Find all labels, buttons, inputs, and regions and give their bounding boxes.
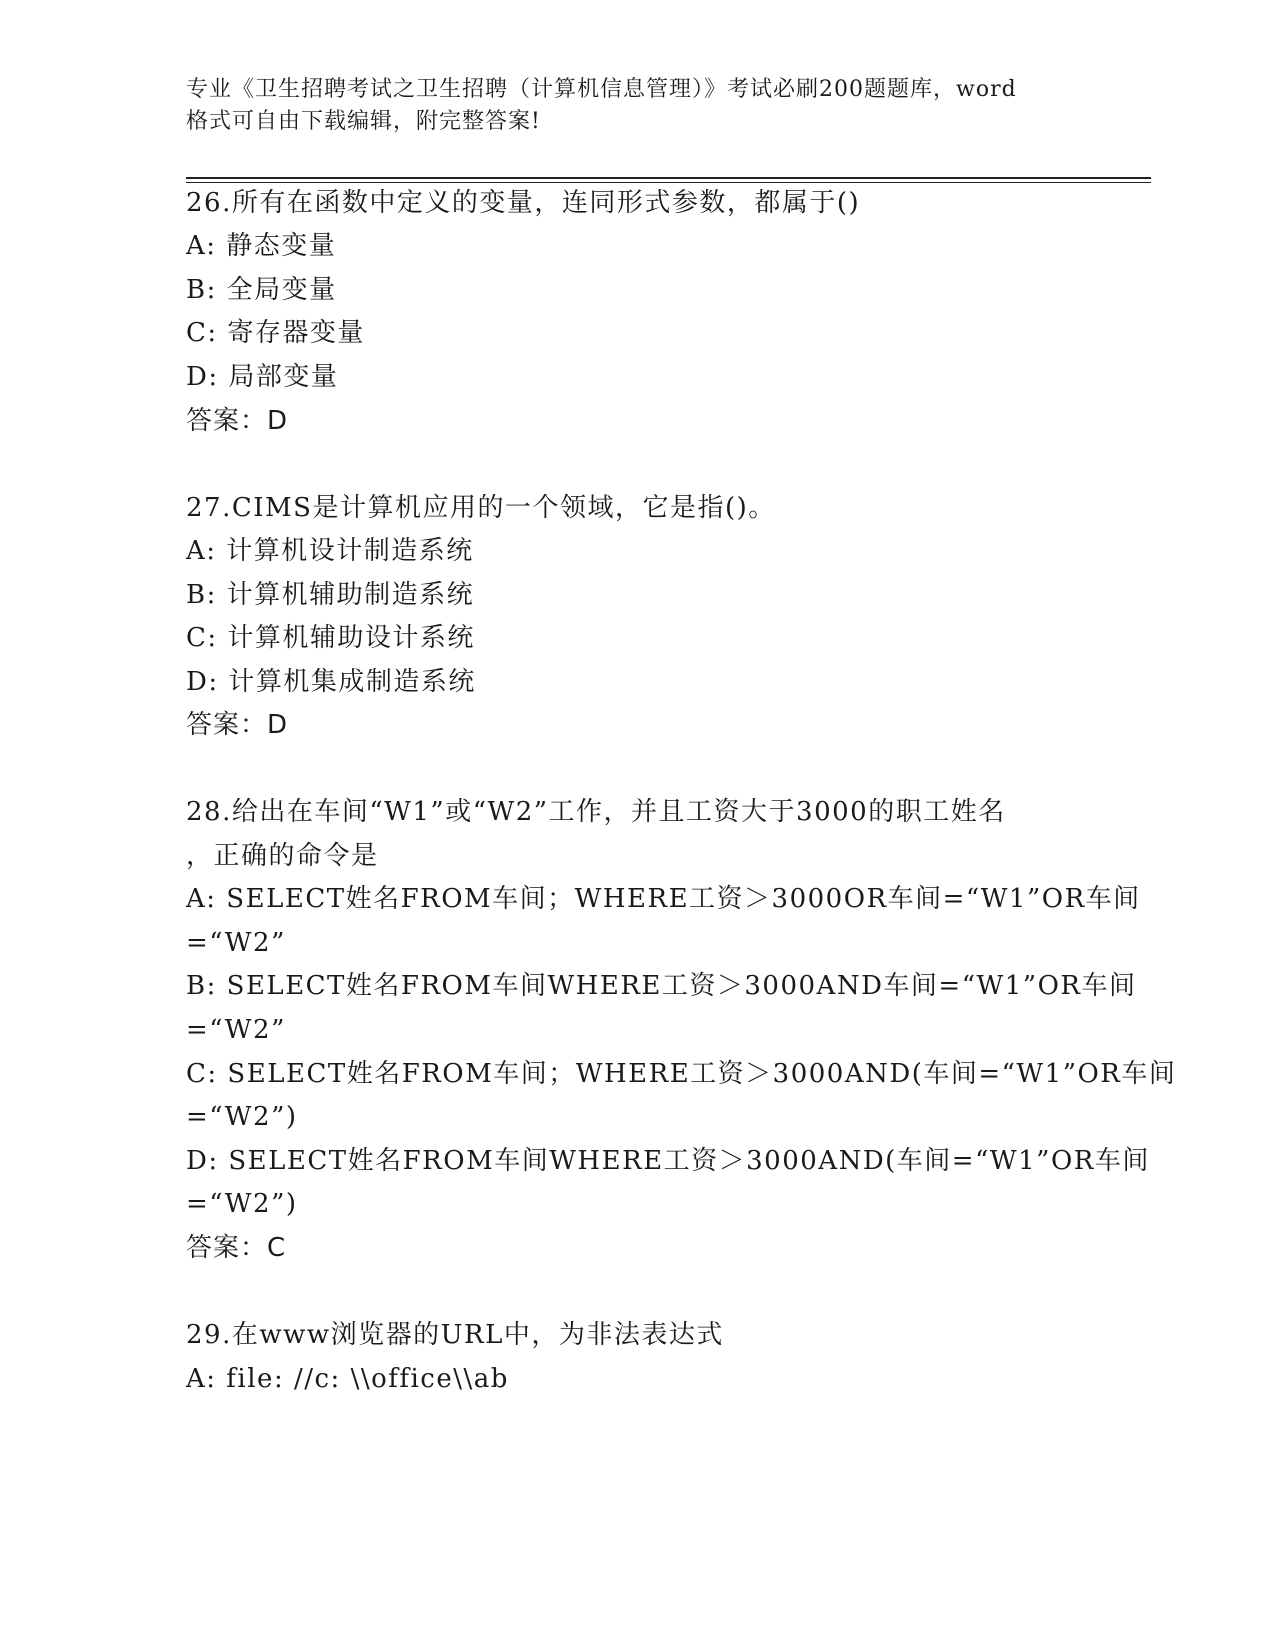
- question-28-option-b: B: SELECT姓名FROM车间WHERE工资＞3000AND车间=“W1”OR车间: [186, 971, 1137, 1001]
- header-divider-thick: [186, 177, 1151, 179]
- document-header: [186, 74, 1086, 138]
- question-28-text: 28.给出在车间“W1”或“W2”工作，并且工资大于3000的职工姓名: [186, 797, 1006, 827]
- question-26-option-d: D: 局部变量: [186, 362, 339, 392]
- header-line-1: 专业《卫生招聘考试之卫生招聘（计算机信息管理）》考试必刷200题题库，word: [186, 77, 1017, 102]
- question-27-answer: 答案：D: [186, 710, 289, 740]
- question-27-option-a: A: 计算机设计制造系统: [186, 536, 474, 566]
- question-28-option-a-continued: =“W2”: [186, 928, 286, 958]
- question-27-option-b: B: 计算机辅助制造系统: [186, 580, 475, 610]
- question-26-option-b: B: 全局变量: [186, 275, 337, 305]
- question-28-option-b-continued: =“W2”: [186, 1015, 286, 1045]
- question-26-option-c: C: 寄存器变量: [186, 318, 365, 348]
- question-26-answer: 答案：D: [186, 406, 289, 436]
- question-27-option-d: D: 计算机集成制造系统: [186, 667, 476, 697]
- header-line-2: 格式可自由下载编辑，附完整答案!: [186, 109, 541, 134]
- question-28-option-d: D: SELECT姓名FROM车间WHERE工资＞3000AND(车间=“W1”OR车间: [186, 1146, 1150, 1176]
- question-28-text-continued: ，正确的命令是: [186, 841, 379, 871]
- header-divider-thin: [186, 182, 1151, 183]
- question-26-text: 26.所有在函数中定义的变量，连同形式参数，都属于(): [186, 188, 861, 218]
- question-27-text: 27.CIMS是计算机应用的一个领域，它是指()。: [186, 493, 776, 523]
- question-28-option-d-continued: =“W2”): [186, 1189, 298, 1219]
- question-29-text: 29.在www浏览器的URL中，为非法表达式: [186, 1320, 724, 1350]
- question-28-option-c-continued: =“W2”): [186, 1102, 298, 1132]
- question-28-option-c: C: SELECT姓名FROM车间；WHERE工资＞3000AND(车间=“W1”OR车间: [186, 1059, 1177, 1089]
- question-26-option-a: A: 静态变量: [186, 231, 337, 261]
- question-28-option-a: A: SELECT姓名FROM车间；WHERE工资＞3000OR车间=“W1”OR车间: [186, 884, 1141, 914]
- question-29-option-a: A: file: //c: \\office\\ab: [186, 1364, 509, 1394]
- question-27-option-c: C: 计算机辅助设计系统: [186, 623, 475, 653]
- question-28-answer: 答案：C: [186, 1233, 287, 1263]
